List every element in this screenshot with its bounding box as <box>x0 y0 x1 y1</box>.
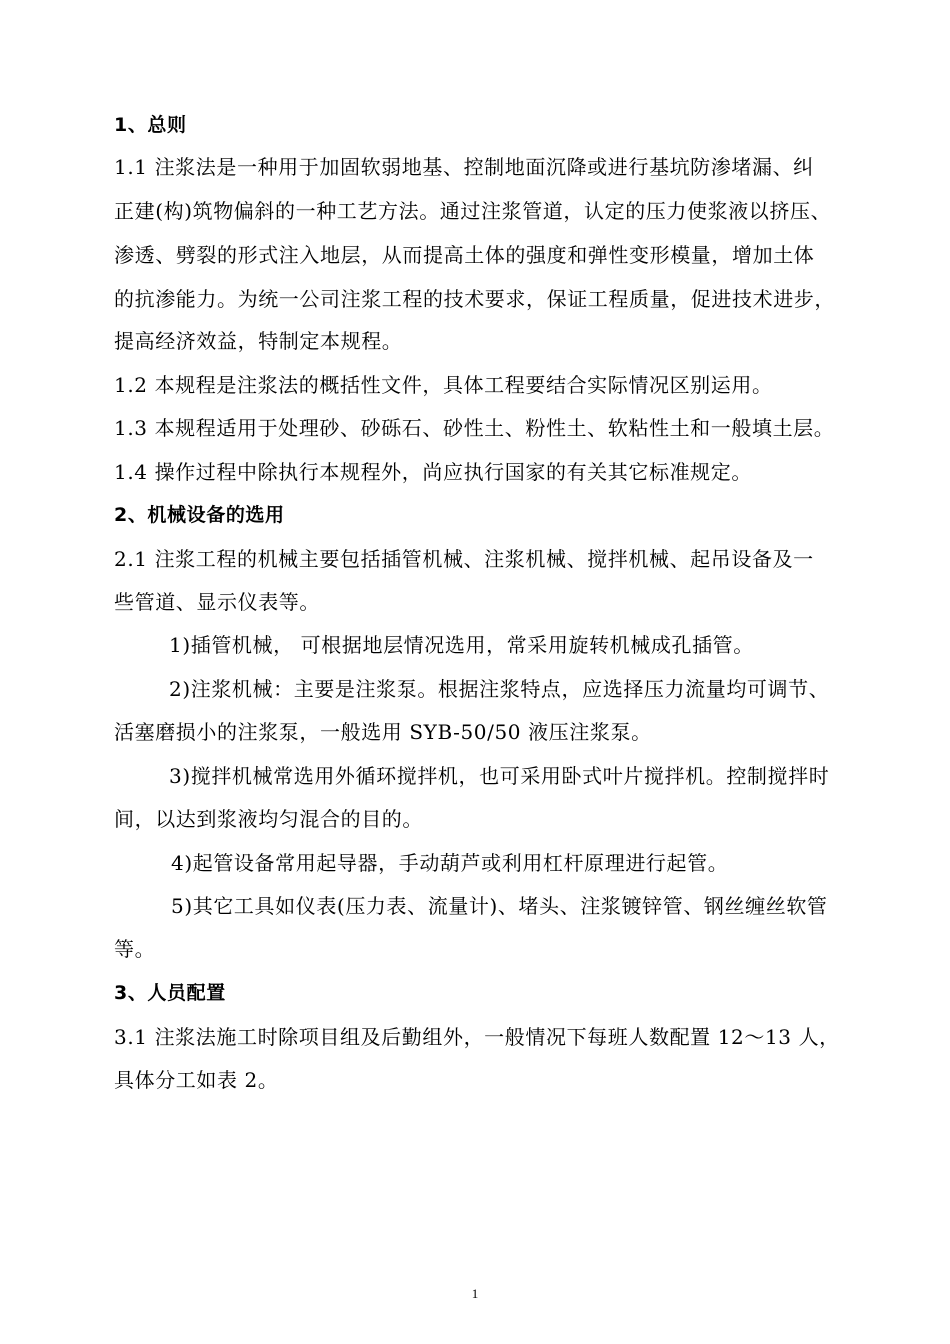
paragraph-line: 些管道、显示仪表等。 <box>114 590 320 614</box>
paragraph-line: 1.3 本规程适用于处理砂、砂砾石、砂性土、粉性土、软粘性土和一般填土层。 <box>114 416 835 440</box>
paragraph-line: 等。 <box>114 937 156 961</box>
paragraph-line: 1.1 注浆法是一种用于加固软弱地基、控制地面沉降或进行基坑防渗堵漏、纠 <box>114 155 814 179</box>
paragraph-line: 3.1 注浆法施工时除项目组及后勤组外，一般情况下每班人数配置 12～13 人， <box>114 1025 840 1049</box>
list-item-line: 1)插管机械， 可根据地层情况选用，常采用旋转机械成孔插管。 <box>169 633 754 657</box>
paragraph-line: 1.4 操作过程中除执行本规程外，尚应执行国家的有关其它标准规定。 <box>114 460 752 484</box>
paragraph-line: 正建(构)筑物偏斜的一种工艺方法。通过注浆管道，认定的压力使浆液以挤压、 <box>114 199 832 223</box>
section-heading-equipment: 2、机械设备的选用 <box>114 504 285 526</box>
list-item-line: 4)起管设备常用起导器，手动葫芦或利用杠杆原理进行起管。 <box>171 851 729 875</box>
paragraph-line: 的抗渗能力。为统一公司注浆工程的技术要求，保证工程质量，促进技术进步， <box>114 287 835 311</box>
paragraph-line: 具体分工如表 2。 <box>114 1068 279 1092</box>
list-item-line: 2)注浆机械：主要是注浆泵。根据注浆特点，应选择压力流量均可调节、 <box>169 677 830 701</box>
paragraph-line: 活塞磨损小的注浆泵，一般选用 SYB-50/50 液压注浆泵。 <box>114 720 652 744</box>
paragraph-line: 1.2 本规程是注浆法的概括性文件，具体工程要结合实际情况区别运用。 <box>114 373 773 397</box>
page-number: 1 <box>471 1286 479 1301</box>
paragraph-line: 2.1 注浆工程的机械主要包括插管机械、注浆机械、搅拌机械、起吊设备及一 <box>114 547 814 571</box>
section-heading-staffing: 3、人员配置 <box>114 982 226 1004</box>
paragraph-line: 提高经济效益，特制定本规程。 <box>114 329 403 353</box>
section-heading-general: 1、总则 <box>114 114 187 136</box>
list-item-line: 3)搅拌机械常选用外循环搅拌机，也可采用卧式叶片搅拌机。控制搅拌时 <box>169 764 830 788</box>
paragraph-line: 渗透、劈裂的形式注入地层，从而提高土体的强度和弹性变形模量，增加土体 <box>114 243 815 267</box>
list-item-line: 5)其它工具如仪表(压力表、流量计)、堵头、注浆镀锌管、钢丝缠丝软管 <box>171 894 828 918</box>
paragraph-line: 间，以达到浆液均匀混合的目的。 <box>114 807 423 831</box>
